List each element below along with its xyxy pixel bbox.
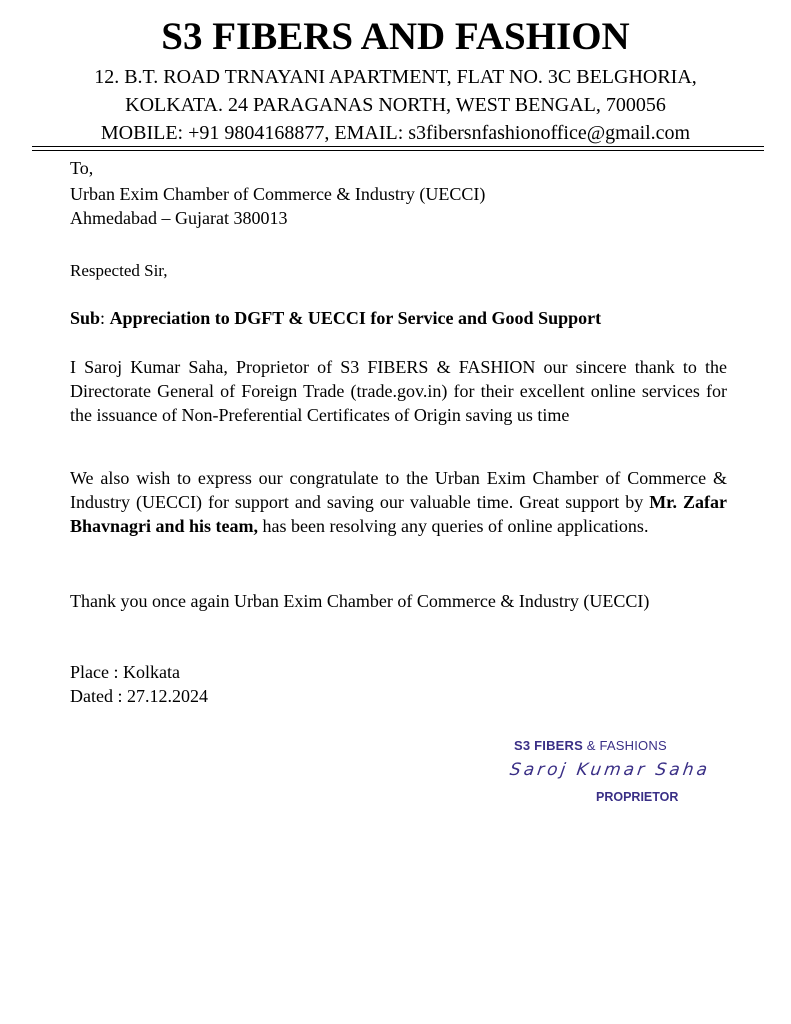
place: Place : Kolkata [70, 662, 180, 682]
contact-line: MOBILE: +91 9804168877, EMAIL: s3fibersnfashionoffice@gmail.com [100, 122, 691, 144]
recipient-to: To, [70, 158, 94, 178]
subject-label: Sub [70, 308, 101, 328]
recipient-org: Urban Exim Chamber of Commerce & Industry (UECCI) [70, 184, 486, 204]
stamp-company [514, 738, 667, 753]
dated: Dated : 27.12.2024 [70, 686, 208, 706]
stamp-title: PROPRIETOR [596, 790, 679, 804]
header-divider-top [32, 146, 764, 147]
paragraph-1-block [70, 355, 727, 427]
subject-separator: : [100, 308, 110, 328]
salutation: Respected Sir, [70, 261, 168, 280]
recipient-org-block [70, 182, 727, 230]
stamp-company-amp: & FASHIONS [582, 738, 667, 753]
paragraph-2-block [70, 466, 727, 538]
signature-stamp [504, 730, 734, 815]
company-name: S3 FIBERS AND FASHION [161, 15, 630, 58]
paragraph-2-start: We also wish to express our congratulate to the Urban Exim Chamber of Commerce & Industry (UECCI) for support and saving our valuable time. Great support by [70, 468, 727, 512]
subject-line [70, 306, 727, 330]
paragraph-2-end: has been resolving any queries of online applications. [258, 516, 649, 536]
subject-text: Appreciation to DGFT & UECCI for Service and Good Support [109, 308, 602, 328]
handwritten-signature: Saroj Kumar Saha [508, 760, 712, 780]
paragraph-2 [70, 466, 727, 538]
salutation-block [70, 259, 727, 283]
stamp-company-name: S3 FIBERS [514, 738, 583, 753]
recipient-block [70, 156, 727, 180]
header-divider-bottom [32, 150, 764, 151]
address-line-2: KOLKATA. 24 PARAGANAS NORTH, WEST BENGAL, 700056 [125, 94, 666, 116]
paragraph-3-block [70, 589, 727, 613]
paragraph-2-bold: Mr. Zafar Bhavnagri and his team, [70, 492, 727, 536]
recipient-location: Ahmedabad – Gujarat 380013 [70, 208, 288, 228]
paragraph-3: Thank you once again Urban Exim Chamber of Commerce & Industry (UECCI) [70, 591, 650, 611]
address-line-1: 12. B.T. ROAD TRNAYANI APARTMENT, FLAT NO. 3C BELGHORIA, [94, 66, 697, 88]
place-date-block [70, 660, 727, 708]
paragraph-1: I Saroj Kumar Saha, Proprietor of S3 FIBERS & FASHION our sincere thank to the Directorate General of Foreign Trade (trade.gov.in) for their excellent online services for the issuance of Non-Preferential Certificates of Origin saving us time [70, 357, 727, 425]
